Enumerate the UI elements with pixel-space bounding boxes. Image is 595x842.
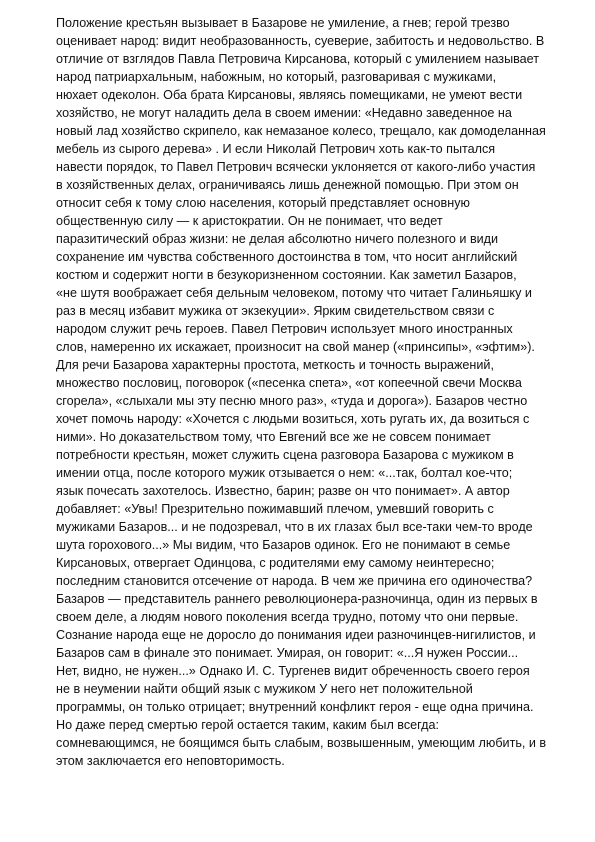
text-line: ними». Но доказательством тому, что Евгений все же не совсем понимает [56, 430, 491, 444]
text-line: нюхает одеколон. Оба брата Кирсановы, являясь помещиками, не умеют вести [56, 88, 523, 102]
text-line: «не шутя воображает себя дельным человеком, потому что читает Галиньяшку и [56, 286, 532, 300]
text-line: Базаров сам в финале это понимает. Умирая, он говорит: «...Я нужен России... [56, 646, 519, 660]
text-line: Но даже перед смертью герой остается таким, каким был всегда: [56, 718, 440, 732]
text-line: язык почесать захотелось. Известно, барин; разве он что понимает». А автор [56, 484, 510, 498]
text-line: народом служит речь героев. Павел Петрович использует много иностранных [56, 322, 513, 336]
text-line: последним становится отсечение от народа. В чем же причина его одиночества? [56, 574, 533, 588]
text-line: костюм и содержит ногти в безукоризненном состоянии. Как заметил Базаров, [56, 268, 517, 282]
text-line: этом заключается его неповторимость. [56, 754, 285, 768]
text-line: в хозяйственных делах, ограничиваясь лишь денежной помощью. При этом он [56, 178, 519, 192]
text-line: Положение крестьян вызывает в Базарове не умиление, а гнев; герой трезво [56, 16, 510, 30]
text-line: множество пословиц, поговорок («песенка спета», «от копеечной свечи Москва [56, 376, 522, 390]
text-line: навести порядок, то Павел Петрович всячески уклоняется от какого-либо участия [56, 160, 536, 174]
text-line: мужиками Базаров... и не подозревал, что в их глазах был все-таки чем-то вроде [56, 520, 533, 534]
text-line: Базаров — представитель раннего революционера-разночинца, один из первых в [56, 592, 538, 606]
text-line: имении отца, после которого мужик отзывается о нем: «...так, болтал кое-что; [56, 466, 513, 480]
text-line: раз в месяц избавит мужика от экзекуции». Ярким свидетельством связи с [56, 304, 495, 318]
text-line: новый лад хозяйство скрипело, как немазаное колесо, трещало, как домоделанная [56, 124, 546, 138]
text-line: Для речи Базарова характерны простота, меткость и точность выражений, [56, 358, 494, 372]
text-line: сгорела», «слыхали мы эту песню много раз», «туда и дорога»). Базаров честно [56, 394, 528, 408]
text-line: народ патриархальным, набожным, но который, разговаривая с мужиками, [56, 70, 497, 84]
text-line: хочет помочь народу: «Хочется с людьми возиться, хоть ругать их, да возиться с [56, 412, 530, 426]
text-line: отличие от взглядов Павла Петровича Кирсанова, который с умилением называет [56, 52, 540, 66]
text-line: относит себя к тому слою населения, который представляет основную [56, 196, 470, 210]
text-line: оценивает народ: видит необразованность, суеверие, забитость и недовольство. В [56, 34, 545, 48]
text-line: не в неумении найти общий язык с мужиком У него нет положительной [56, 682, 473, 696]
text-line: шута горохового...» Мы видим, что Базаров одинок. Его не понимают в семье [56, 538, 511, 552]
text-line: добавляет: «Увы! Презрительно пожимавший плечом, умевший говорить с [56, 502, 494, 516]
text-line: программы, он только отрицает; внутренний конфликт героя - еще одна причина. [56, 700, 534, 714]
text-line: своем деле, а людям нового поколения всегда трудно, потому что они первые. [56, 610, 519, 624]
text-line: сомневающимся, не боящимся быть слабым, возвышенным, умеющим любить, и в [56, 736, 547, 750]
essay-text [56, 14, 586, 770]
text-line: хозяйство, не могут наладить дела в своем имении: «Недавно заведенное на [56, 106, 512, 120]
text-line: мебель из сырого дерева» . И если Николай Петрович хоть как-то пытался [56, 142, 496, 156]
text-line: паразитический образ жизни: не делая абсолютно ничего полезного и види [56, 232, 499, 246]
text-line: Нет, видно, не нужен...» Однако И. С. Тургенев видит обреченность своего героя [56, 664, 530, 678]
text-line: Сознание народа еще не доросло до понимания идеи разночинцев-нигилистов, и [56, 628, 536, 642]
text-line: Кирсановых, отвергает Одинцова, с родителями ему самому неинтересно; [56, 556, 495, 570]
text-line: сохранение им чувства собственного достоинства в том, что носит английский [56, 250, 518, 264]
text-line: слов, намеренно их искажает, произносит на свой манер («принсипы», «эфтим»). [56, 340, 535, 354]
text-line: потребности крестьян, может служить сцена разговора Базарова с мужиком в [56, 448, 514, 462]
text-line: общественную силу — к аристократии. Он не понимает, что ведет [56, 214, 443, 228]
